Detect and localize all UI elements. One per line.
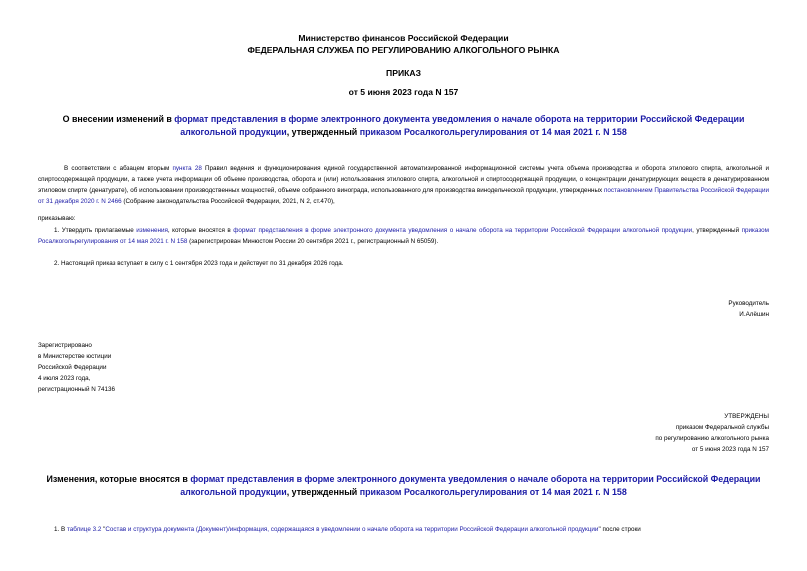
item-1-changes-link[interactable]: изменения — [136, 227, 168, 234]
approval-block — [655, 411, 769, 455]
approval-line-2: приказом Федеральной службы — [675, 424, 769, 431]
registration-line-2: в Министерстве юстиции — [38, 353, 112, 360]
change-1-structure-link[interactable]: Состав и структура документа (Документ)/информация, содержащаяся в уведомлении о начале оборота на территории Российской Федерации алкогольной продукции — [105, 526, 599, 533]
item-1-order-link[interactable]: приказом Росалкогольрегулирования от 14 мая 2021 г. N 158 — [38, 227, 769, 245]
orders-text: приказываю: — [38, 215, 76, 222]
item-1-text-2: , которые вносятся в — [167, 227, 234, 234]
preamble-point-28-link[interactable]: пункта 28 — [172, 165, 202, 172]
changes-title-middle: , утвержденный — [286, 486, 360, 497]
approval-line-4: от 5 июня 2023 года N 157 — [691, 446, 769, 453]
ministry-name: Министерство финансов Российской Федерации — [298, 33, 509, 43]
approval-line-1: УТВЕРЖДЕНЫ — [724, 413, 769, 420]
item-1-text-4: (зарегистрирован Минюстом России 20 сентября 2021 г., регистрационный N 65059). — [187, 238, 439, 245]
preamble-text-1: В соответствии с абзацем вторым — [64, 165, 173, 172]
change-1-paragraph — [54, 524, 774, 535]
title-prefix: О внесении изменений в — [62, 114, 175, 124]
change-1-text-3: " после строки — [598, 526, 641, 533]
signature-name: И.Алёшин — [739, 311, 769, 318]
item-2-paragraph: 2. Настоящий приказ вступает в силу с 1 сентября 2023 года и действует по 31 декабря 2026 года. — [54, 260, 344, 267]
preamble-resolution-link[interactable]: постановлением Правительства Российской Федерации от 31 декабря 2020 г. N 2466 — [38, 187, 769, 205]
preamble-text-3: (Собрание законодательства Российской Федерации, 2021, N 2, ст.470), — [121, 198, 335, 205]
approval-line-3: по регулированию алкогольного рынка — [655, 435, 769, 442]
registration-line-3: Российской Федерации — [38, 364, 107, 371]
change-1-text-2: " — [101, 526, 106, 533]
registration-line-1: Зарегистрировано — [38, 342, 92, 349]
service-name: ФЕДЕРАЛЬНАЯ СЛУЖБА ПО РЕГУЛИРОВАНИЮ АЛКОГОЛЬНОГО РЫНКА — [247, 45, 560, 55]
doc-type: ПРИКАЗ — [386, 68, 421, 78]
changes-title — [40, 473, 767, 498]
page-title — [60, 113, 747, 138]
change-1-text-1: 1. В — [54, 526, 67, 533]
title-format-link[interactable]: формат представления в форме электронного документа уведомления о начале оборота на территории Российской Федерации алкогольной продукции — [174, 114, 745, 137]
item-1-text-3: , утвержденный — [692, 227, 742, 234]
item-1-format-link[interactable]: формат представления в форме электронного документа уведомления о начале оборота на территории Российской Федерации алкогольной продукции — [233, 227, 693, 234]
registration-block — [38, 340, 115, 395]
signature-position: Руководитель — [728, 300, 769, 307]
registration-line-5: регистрационный N 74136 — [38, 386, 116, 393]
changes-title-format-link[interactable]: формат представления в форме электронного документа уведомления о начале оборота на территории Российской Федерации алкогольной продукции — [180, 474, 761, 497]
change-1-table-link[interactable]: таблице 3.2 — [66, 526, 102, 533]
title-order-link[interactable]: приказом Росалкогольрегулирования от 14 мая 2021 г. N 158 — [359, 126, 627, 137]
item-1-paragraph — [38, 225, 769, 247]
doc-date: от 5 июня 2023 года N 157 — [348, 87, 459, 97]
preamble-text-2: Правил ведения и функционирования единой государственной автоматизированной информационной системы учета объема производства и оборота этилового спирта, алкогольной и спиртосодержащей продукции, а также учета информации об объеме производства, оборота и (или) использования этилового спирта, алкогольной и спиртосодержащей продукции, о концентрации денатурирующих веществ в денатурированном этиловом спирте (денатурате), об использовании производственных мощностей, объеме собранного винограда, использованного для производства винодельческой продукции, утвержденных — [38, 165, 769, 194]
preamble-paragraph — [38, 163, 769, 207]
registration-line-4: 4 июля 2023 года, — [38, 375, 91, 382]
item-1-text-1: 1. Утвердить прилагаемые — [54, 227, 137, 234]
changes-title-order-link[interactable]: приказом Росалкогольрегулирования от 14 мая 2021 г. N 158 — [359, 486, 627, 497]
changes-title-prefix: Изменения, которые вносятся в — [46, 474, 191, 484]
title-middle: , утвержденный — [286, 126, 360, 137]
